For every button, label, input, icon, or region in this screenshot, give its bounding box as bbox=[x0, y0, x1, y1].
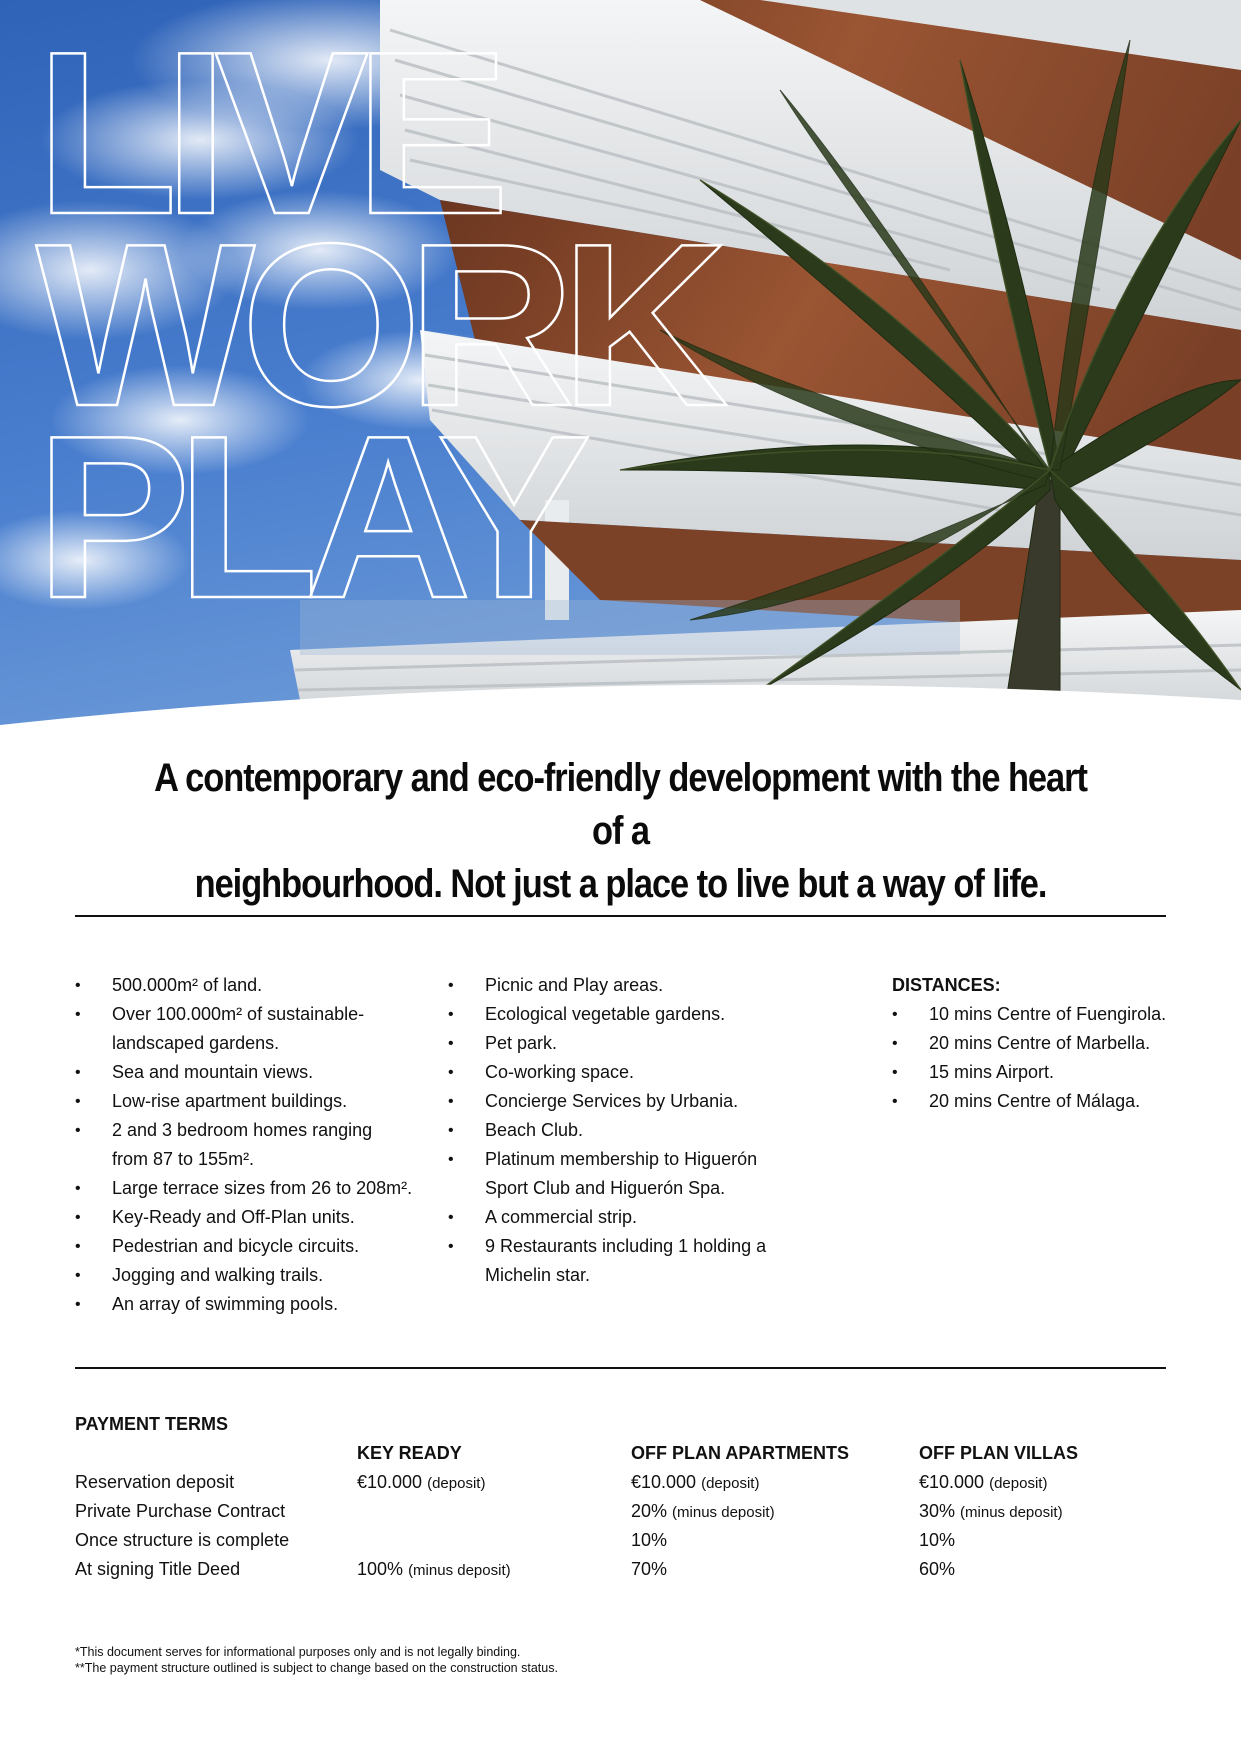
cell-off-plan-apartments: 10% bbox=[631, 1530, 668, 1550]
list-item: • 20 mins Centre of Málaga. bbox=[892, 1087, 1192, 1116]
row-label: Once structure is complete bbox=[75, 1530, 290, 1550]
list-item: • A commercial strip. bbox=[448, 1203, 808, 1232]
footnotes bbox=[75, 1644, 558, 1676]
list-item: • 10 mins Centre of Fuengirola. bbox=[892, 1000, 1192, 1029]
hero-word-play: PLAY bbox=[36, 388, 578, 647]
cell-off-plan-villas: 10% bbox=[919, 1530, 956, 1550]
list-item: • 15 mins Airport. bbox=[892, 1058, 1192, 1087]
row-label: Reservation deposit bbox=[75, 1472, 235, 1492]
hero-word-work: WORK bbox=[36, 196, 715, 455]
footnote-1: *This document serves for informational purposes only and is not legally binding. bbox=[75, 1645, 521, 1659]
divider-bottom bbox=[75, 1367, 1166, 1369]
features-column-1 bbox=[75, 971, 435, 1319]
row-label: Private Purchase Contract bbox=[75, 1501, 286, 1521]
hero-outline-words bbox=[0, 0, 1241, 740]
footnote-2: **The payment structure outlined is subject to change based on the construction status. bbox=[75, 1661, 558, 1675]
list-item: • 2 and 3 bedroom homes ranging bbox=[75, 1116, 435, 1145]
list-item: from 87 to 155m². bbox=[112, 1149, 255, 1169]
list-item: Michelin star. bbox=[485, 1265, 591, 1285]
distances-title: DISTANCES: bbox=[892, 975, 1001, 995]
cell-off-plan-apartments: 70% bbox=[631, 1559, 668, 1579]
cell-off-plan-villas: 60% bbox=[919, 1559, 956, 1579]
table-row bbox=[0, 1497, 1241, 1526]
distances-section bbox=[892, 971, 1192, 1116]
list-item: • Picnic and Play areas. bbox=[448, 971, 808, 1000]
list-item: • Low-rise apartment buildings. bbox=[75, 1087, 435, 1116]
headline-line-1: A contemporary and eco-friendly development with the heart of a bbox=[154, 756, 1087, 853]
list-item: • Beach Club. bbox=[448, 1116, 808, 1145]
list-item: Sport Club and Higuerón Spa. bbox=[485, 1178, 726, 1198]
row-label: At signing Title Deed bbox=[75, 1559, 241, 1579]
list-item: • Jogging and walking trails. bbox=[75, 1261, 435, 1290]
list-item: • Pedestrian and bicycle circuits. bbox=[75, 1232, 435, 1261]
payment-header-key-ready: KEY READY bbox=[357, 1443, 462, 1463]
list-item: landscaped gardens. bbox=[112, 1033, 280, 1053]
list-item: • An array of swimming pools. bbox=[75, 1290, 435, 1319]
list-item: • Over 100.000m² of sustainable- bbox=[75, 1000, 435, 1029]
cell-off-plan-apartments: €10.000 (deposit) bbox=[631, 1472, 760, 1492]
list-item: • Concierge Services by Urbania. bbox=[448, 1087, 808, 1116]
table-row bbox=[0, 1468, 1241, 1497]
list-item: • Co-working space. bbox=[448, 1058, 808, 1087]
cell-off-plan-apartments: 20% (minus deposit) bbox=[631, 1501, 775, 1521]
list-item: • 9 Restaurants including 1 holding a bbox=[448, 1232, 808, 1261]
cell-key-ready: 100% (minus deposit) bbox=[357, 1559, 511, 1579]
headline bbox=[138, 752, 1102, 911]
divider-top bbox=[75, 915, 1166, 917]
list-item: • Ecological vegetable gardens. bbox=[448, 1000, 808, 1029]
cell-off-plan-villas: €10.000 (deposit) bbox=[919, 1472, 1048, 1492]
cell-key-ready: €10.000 (deposit) bbox=[357, 1472, 486, 1492]
headline-line-2: neighbourhood. Not just a place to live but a way of life. bbox=[194, 862, 1047, 906]
list-item: • Sea and mountain views. bbox=[75, 1058, 435, 1087]
payment-header-off-plan-apartments: OFF PLAN APARTMENTS bbox=[631, 1443, 849, 1463]
list-item: • Key-Ready and Off-Plan units. bbox=[75, 1203, 435, 1232]
table-row bbox=[0, 1526, 1241, 1555]
payment-header-off-plan-villas: OFF PLAN VILLAS bbox=[919, 1443, 1078, 1463]
list-item: • Pet park. bbox=[448, 1029, 808, 1058]
list-item: • Large terrace sizes from 26 to 208m². bbox=[75, 1174, 435, 1203]
table-row bbox=[0, 1555, 1241, 1584]
list-item: • 20 mins Centre of Marbella. bbox=[892, 1029, 1192, 1058]
list-item: • Platinum membership to Higuerón bbox=[448, 1145, 808, 1174]
payment-terms-title: PAYMENT TERMS bbox=[75, 1414, 229, 1434]
features-column-2 bbox=[448, 971, 808, 1290]
list-item: • 500.000m² of land. bbox=[75, 971, 435, 1000]
cell-off-plan-villas: 30% (minus deposit) bbox=[919, 1501, 1063, 1521]
hero-word-live: LIVE bbox=[36, 4, 496, 263]
hero-image bbox=[0, 0, 1241, 740]
